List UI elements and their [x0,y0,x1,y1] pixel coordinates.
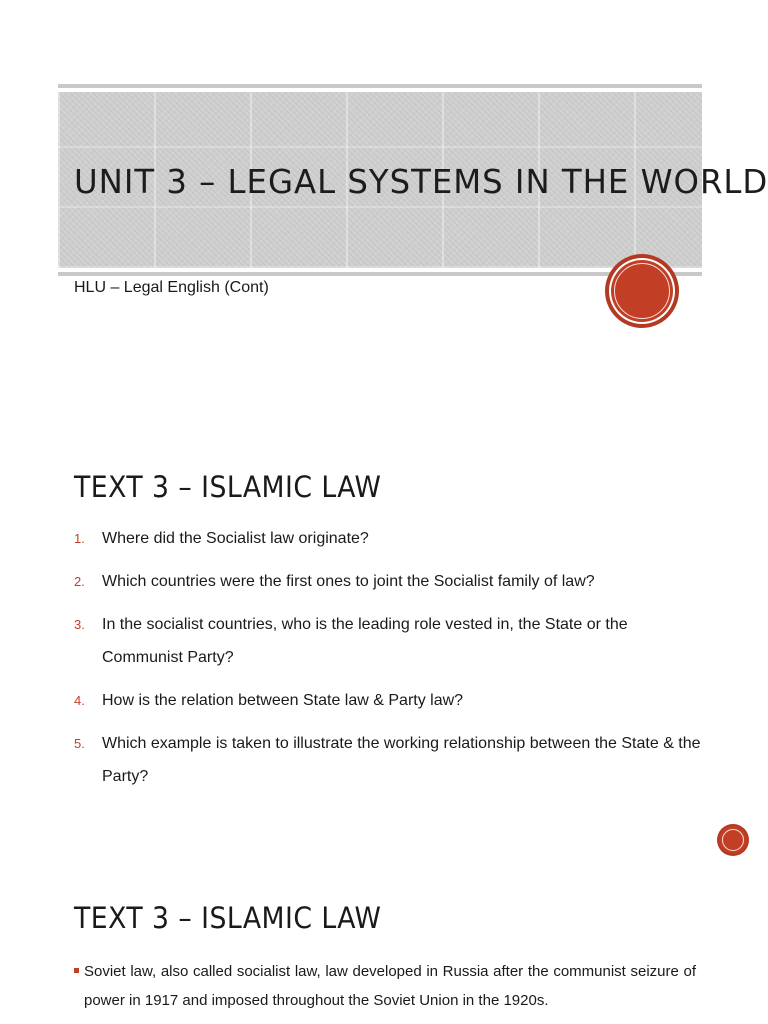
list-item-text: Where did the Socialist law originate? [102,530,369,547]
list-item [74,565,704,598]
slide-title: UNIT 3 – LEGAL SYSTEMS IN THE WORLD [74,162,768,201]
section-heading-content: TEXT 3 – ISLAMIC LAW [74,901,382,935]
list-item-text: Which countries were the first ones to joint the Socialist family of law? [102,573,595,590]
question-list [74,522,704,803]
list-item [74,727,704,793]
list-item-text: Which example is taken to illustrate the working relationship between the State & the Party? [102,735,701,785]
slide-subtitle: HLU – Legal English (Cont) [74,279,269,296]
bullet-list [74,957,696,1015]
list-item-text: How is the relation between State law & Party law? [102,692,464,709]
list-number: 1. [74,531,85,546]
title-banner [58,84,768,276]
bullet-item [74,957,696,1015]
list-number: 4. [74,693,85,708]
list-number: 3. [74,617,85,632]
list-item-text: In the socialist countries, who is the leading role vested in, the State or the Communist Party? [102,616,628,666]
list-number: 2. [74,574,85,589]
bullet-marker-icon [74,968,79,973]
section-heading-questions: TEXT 3 – ISLAMIC LAW [74,470,382,504]
list-item [74,522,704,555]
banner-bottom-rule [58,272,702,276]
decorative-circle-small [719,826,747,854]
list-item [74,684,704,717]
list-item [74,608,704,674]
list-number: 5. [74,736,85,751]
decorative-circle-large [609,258,675,324]
bullet-text: Soviet law, also called socialist law, law developed in Russia after the communist seizure of power in 1917 and imposed throughout the Soviet Union in the 1920s. [84,963,696,1009]
banner-texture [58,92,768,268]
banner-top-rule [58,84,702,88]
